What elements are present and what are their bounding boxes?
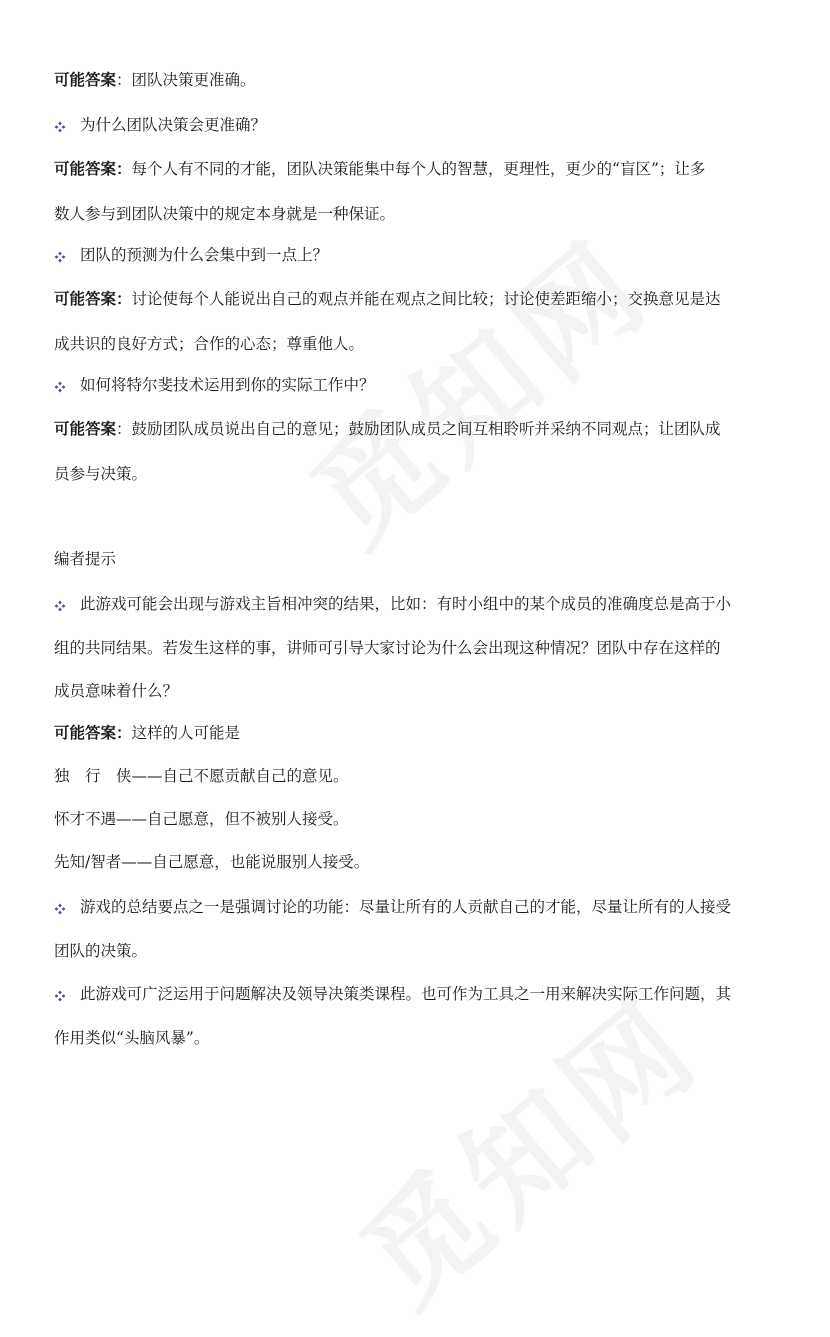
question-text: 团队的预测为什么会集中到一点上？	[80, 246, 329, 264]
answer-label: 可能答案	[54, 419, 117, 438]
tip-text: 此游戏可能会出现与游戏主旨相冲突的结果，比如：有时小组中的某个成员的准确度总是高于小	[80, 595, 732, 613]
diamond-bullet-icon	[54, 903, 66, 915]
answer-text: 每个人有不同的才能，团队决策能集中每个人的智慧，更理性，更少的“盲区”；让多	[131, 160, 706, 178]
answer-label: 可能答案：	[54, 289, 132, 308]
answer-line	[54, 158, 784, 180]
answer-text: 成共识的良好方式；合作的心态；尊重他人。	[54, 335, 365, 353]
section-title: 编者提示	[54, 550, 117, 568]
diamond-bullet-icon	[54, 381, 66, 393]
diamond-bullet-icon	[54, 600, 66, 612]
answer-line	[54, 69, 784, 91]
answer-text: 团队决策更准确。	[131, 71, 256, 89]
question-text: 为什么团队决策会更准确？	[80, 116, 267, 134]
answer-line	[54, 722, 784, 744]
answer-label: 可能答案	[54, 70, 117, 89]
answer-text: 鼓励团队成员说出自己的意见；鼓励团队成员之间互相聆听并采纳不同观点；让团队成	[131, 420, 721, 438]
answer-colon: ：	[116, 71, 132, 89]
type-line: 怀才不遇——自己愿意，但不被别人接受。	[54, 810, 349, 828]
diamond-bullet-icon	[54, 990, 66, 1002]
answer-text: 讨论使每个人能说出自己的观点并能在观点之间比较；讨论使差距缩小；交换意见是达	[131, 290, 721, 308]
tip-text: 游戏的总结要点之一是强调讨论的功能：尽量让所有的人贡献自己的才能，尽量让所有的人接受	[80, 898, 732, 916]
tip-text: 团队的决策。	[54, 942, 148, 960]
diamond-bullet-icon	[54, 121, 66, 133]
answer-label: 可能答案：	[54, 159, 132, 178]
answer-line	[54, 288, 784, 310]
answer-label: 可能答案：	[54, 723, 132, 742]
answer-line	[54, 418, 784, 440]
type-line: 先知/智者——自己愿意，也能说服别人接受。	[54, 853, 370, 871]
type-line: 独 行 侠——自己不愿贡献自己的意见。	[54, 767, 349, 785]
answer-text: 员参与决策。	[54, 465, 148, 483]
tip-text: 作用类似“头脑风暴”。	[54, 1029, 210, 1047]
watermark	[320, 955, 729, 1337]
answer-text: 这样的人可能是	[131, 724, 241, 742]
tip-text: 此游戏可广泛运用于问题解决及领导决策类课程。也可作为工具之一用来解决实际工作问题，其	[80, 985, 732, 1003]
diamond-bullet-icon	[54, 251, 66, 263]
question-text: 如何将特尔斐技术运用到你的实际工作中？	[80, 376, 375, 394]
tip-text: 成员意味着什么？	[54, 682, 179, 700]
answer-text: 数人参与到团队决策中的规定本身就是一种保证。	[54, 205, 396, 223]
tip-text: 组的共同结果。若发生这样的事，讲师可引导大家讨论为什么会出现这种情况？团队中存在这样的	[54, 639, 721, 657]
answer-colon: ：	[116, 420, 132, 438]
